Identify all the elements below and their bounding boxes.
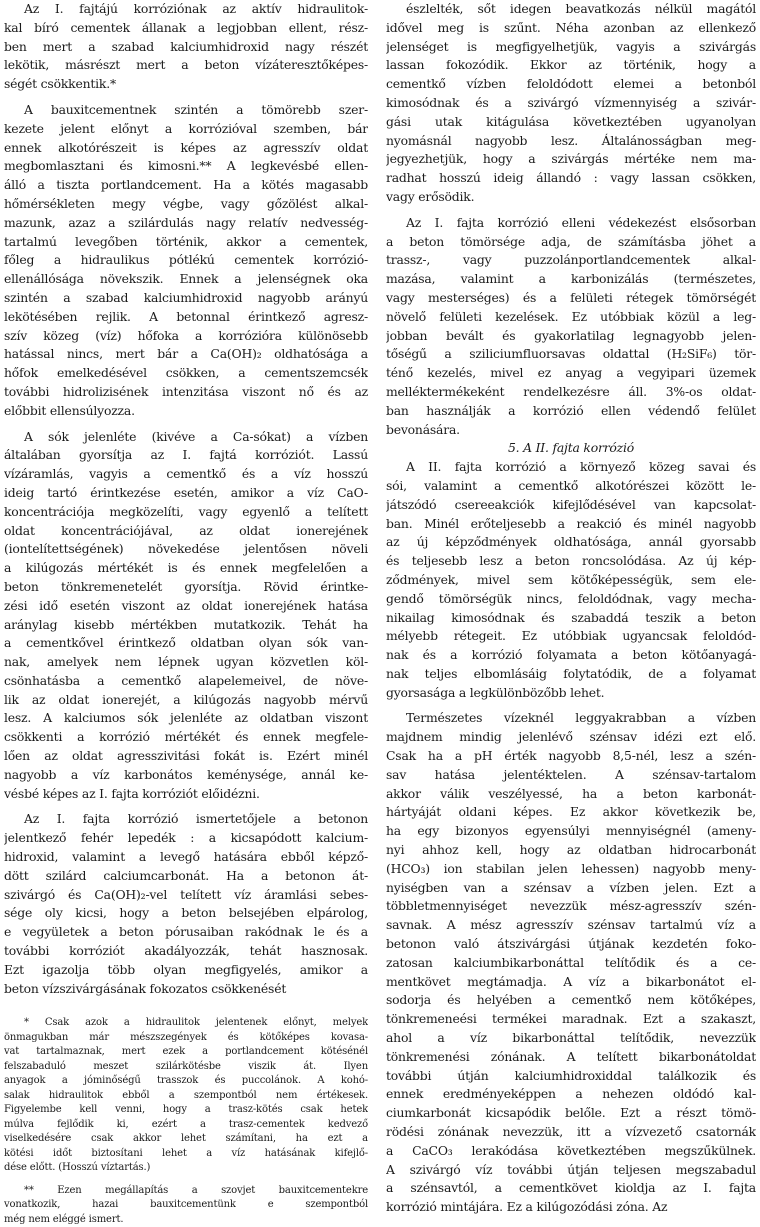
paragraph-line: majdnem mindig jelenlévő szénsav idézi ezt elő. (386, 729, 756, 745)
paragraph-line: nikailag kimosódnak és szabaddá teszik a beton (386, 609, 756, 625)
paragraph-line: és teljesebb lesz a beton roncsolódása. Az új kép- (386, 553, 756, 569)
paragraph-line: mentkövet megtámadja. A víz a bikarbonátot el- (386, 973, 756, 989)
paragraph-line: ha egy bizonyos egyensúlyi mennyiségnél (ameny- (386, 823, 756, 839)
paragraph-line: többletmennyiséget nevezzük mész-agresszív szén- (386, 898, 756, 914)
paragraph-line: oldat koncentrációjával, az oldat ionerejének (4, 522, 368, 538)
paragraph-line: ahol a víz bikarbonáttal telítődik, nevezzük (386, 1030, 756, 1046)
footnote-line: dése előtt. (Hosszú víztartás.) (4, 1162, 151, 1174)
footnote-line: vonatkozik, hazai bauxitcementünk e szempontból (4, 1199, 368, 1211)
paragraph-line: szivárgó és Ca(OH)₂-vel telített víz áramlási sebes- (4, 886, 368, 902)
footnote-line: még nem eléggé ismert. (4, 1213, 124, 1225)
paragraph-line: mélyebb rétegeit. Ez utóbbiak ugyancsak feloldód- (386, 628, 756, 644)
paragraph-line: Az I. fajta korrózió ismertetőjele a betonon (24, 811, 368, 827)
footnotes (4, 1016, 368, 1227)
paragraph-line: nyiségben van a szénsav a vízben jelen. Ezt a (386, 879, 756, 895)
paragraph-line: hatással nincs, mert bár a Ca(OH)₂ oldhatósága a (4, 346, 368, 362)
footnote-line: salak hidraulitok ebből a szempontból nem értékesek. (4, 1089, 368, 1101)
paragraph-line: ciumkarbonát kicsapódik belőle. Ezt a részt tömö- (386, 1105, 756, 1121)
paragraph-line: ben mert a szabad kalciumhidroxid nagy részét (4, 38, 368, 54)
paragraph-line: cementkő vízben feloldódott elemei a betonból (386, 76, 756, 92)
paragraph-gap (4, 421, 368, 428)
paragraph-line: koncentrációja megközelíti, vagy egyenlő a telített (4, 503, 368, 519)
footnote-line: ** Ezen megállapítás a szovjet bauxitcementekre (24, 1184, 368, 1196)
paragraph-line: hártyáját oldani képes. Ez akkor következik be, (386, 804, 756, 820)
footnote-line: vat tartalmaznak, mert ezek a portlandcement kötésénél (4, 1046, 368, 1058)
paragraph-line: vésbé képes az I. fajta korróziót előidézni. (4, 785, 260, 801)
paragraph-line: idővel meg is szűnt. Néha azonban az ellenkező (386, 19, 756, 35)
footnote-line: Figyelembe kell venni, hogy a trasz-kötés csak hetek (4, 1104, 368, 1116)
paragraph-line: savnak. A mész agresszív szénsav tartalmú víz a (386, 917, 756, 933)
footnote-gap (4, 1176, 368, 1184)
right-body-text-top (386, 0, 756, 439)
paragraph-line: ban. Minél erőteljesebb a reakció és minél nagyobb (386, 515, 756, 531)
paragraph-line: zési idő esetén viszont az oldat ionerejének hatása (4, 597, 368, 613)
paragraph-line: szív közeg (víz) hőfoka a korrózióra különösebb (4, 327, 368, 343)
paragraph-line: ennek eredményeképpen a nehezen oldódó kal- (386, 1086, 756, 1102)
paragraph-line: Az I. fajtájú korróziónak az aktív hidraulitok- (24, 1, 368, 16)
paragraph-line: lekötik, másrészt mert a beton vízáteresztőképes- (4, 57, 368, 73)
paragraph-line: az új képződmények oldhatósága, annál gyorsabb (386, 534, 756, 550)
paragraph-line: észlelték, sőt idegen beavatkozás nélkül magától (406, 1, 756, 16)
footnote-line: múlva fejlődik ki, ezért a trasz-cementek kedvező (4, 1118, 368, 1130)
paragraph-line: jobban bevált és gyakorlatilag legnagyobb jelen- (386, 327, 756, 343)
paragraph-line: növelő felületi kezelések. Ez utóbbiak közül a leg- (386, 308, 756, 324)
paragraph-line: rödési zónának nevezzük, itt a vízvezető csatornák (386, 1124, 756, 1140)
paragraph-line: hőmérsékleten megy végbe, vagy gőzölést alkal- (4, 195, 368, 211)
paragraph-gap (4, 94, 368, 101)
footnote-line: * Csak azok a hidraulitok jelentenek előnyt, melyek (24, 1017, 368, 1029)
paragraph-line: A sók jelenléte (kivéve a Ca-sókat) a vízben (24, 428, 368, 444)
paragraph-line: a szénsavtól, a cementkövet kioldja az I. fajta (386, 1180, 756, 1196)
paragraph-line: a cementkővel érintkező oldatban olyan sók van- (4, 635, 368, 651)
left-column (4, 0, 368, 1227)
paragraph-line: további korróziót akadályozzák, tehát hasznosak. (4, 943, 368, 959)
paragraph-line: tönkremeneési termékei maradnak. Ezt a szakaszt, (386, 1011, 756, 1027)
paragraph-line: nagyobb a víz karbonátos keménysége, annál ke- (4, 766, 368, 782)
paragraph-line: (HCO₃) ion stabilan jelen lehessen) nagyobb meny- (386, 860, 756, 876)
paragraph-line: nak, amelyek nem lépnek ugyan közvetlen köl- (4, 654, 368, 670)
paragraph-line: e vegyületek a beton pórusaiban rakódnak le és a (4, 924, 368, 940)
paragraph-line: A II. fajta korrózió a környező közeg savai és (406, 459, 756, 475)
paragraph-gap (386, 207, 756, 214)
footnote-line: önmagukban már mészszegények és kötőképes kovasa- (4, 1031, 368, 1043)
paragraph-line: ténő kezelés, mivel ez anyag a vegyipari üzemek (386, 365, 756, 381)
paragraph-line: (iontelítettségének) növekedése jelentősen növeli (4, 541, 368, 557)
paragraph-line: hidroxid, valamint a levegő hatására ebből képző- (4, 849, 368, 865)
paragraph-line: csönhatásba a cementkő alapelemeivel, de növe- (4, 672, 368, 688)
paragraph-gap (4, 803, 368, 810)
paragraph-line: beton tönkremenetelét gyorsítja. Rövid érintke- (4, 578, 368, 594)
paragraph-line: lően az oldat agresszivitási fokát is. Ezért minél (4, 748, 368, 764)
paragraph-line: vagy erősödik. (386, 188, 475, 204)
paragraph-line: nyomásnál nagyobb lesz. Általánosságban meg- (386, 132, 756, 148)
paragraph-line: a CaCO₃ lerakódása következtében megszűkülnek. (386, 1142, 756, 1158)
paragraph-line: szintén a szabad kalciumhidroxid nagyobb arányú (4, 289, 368, 305)
paragraph-line: dött szilárd calciumcarbonát. Ha a betonon át- (4, 867, 368, 883)
paragraph-line: sav hatása jelentéktelen. A szénsav-tartalom (386, 766, 756, 782)
paragraph-line: bevonására. (386, 421, 460, 437)
paragraph-line: jelentkező fehér lepedék : a kicsapódott kalcium- (4, 830, 368, 846)
paragraph-line: gási utak kitágulása következtében ugyanolyan (386, 113, 756, 129)
paragraph-line: nak és a korrózió folyamata a beton kötőanyagá- (386, 647, 756, 663)
paragraph-line: kimosódnak és a szivárgó vízmennyiség a szivár- (386, 94, 756, 110)
paragraph-line: játszódó csereeakciók kifejlődésével van kapcsolat- (386, 496, 756, 512)
paragraph-line: főleg a hidraulikus pótlékú cementek korrózió- (4, 252, 368, 268)
paragraph-line: lesz. A kalciumos sók jelenléte az oldatban viszont (4, 710, 368, 726)
section-heading: 5. A II. fajta korrózió (507, 440, 635, 456)
right-column (386, 0, 756, 1217)
paragraph-line: A szivárgó víz további útján teljesen megszabadul (386, 1161, 756, 1177)
footnote-line: viselkedésére csak akkor lehet számítani, ha ezt a (4, 1133, 368, 1145)
paragraph-line: vízáramlás, vagyis a cementkő és a víz hosszú (4, 466, 368, 482)
paragraph-line: beton vízszivárgásának fokozatos csökkenését (4, 980, 287, 996)
paragraph-line: előbbit ellensúlyozza. (4, 402, 135, 418)
footnote-line: felszabaduló meszet szilárkötésbe viszik át. Ilyen (4, 1060, 368, 1072)
paragraph-line: vagy mesterséges) és a felületi rétegek tömörségét (386, 289, 756, 305)
paragraph-line: a kilúgozás mértékét is és ennek megfelelően a (4, 560, 368, 576)
left-body-text (4, 0, 368, 998)
paragraph-gap (386, 702, 756, 709)
paragraph-line: további útján kalciumhidroxiddal találkozik és (386, 1067, 756, 1083)
paragraph-line: jelenséget is megfigyelhetjük, vagyis a szivárgás (386, 38, 756, 54)
paragraph-line: Csak ha a pH érték nagyobb 8,5-nél, lesz a szén- (386, 748, 756, 764)
footnote-line: anyagok a jóminőségű trasszok és puccolánok. A kohó- (4, 1075, 368, 1087)
paragraph-line: gendő tömörségük nincs, feloldódnak, vagy mecha- (386, 590, 756, 606)
paragraph-line: Az I. fajta korrózió elleni védekezést elsősorban (406, 214, 756, 230)
paragraph-line: mazunk, azaz a szilárdulás nagy relatív nedvesség- (4, 214, 368, 230)
paragraph-line: ződmények, mivel sem kötőképességük, sem ele- (386, 571, 756, 587)
paragraph-line: ban használják a korrózió ellen védendő felület (386, 402, 756, 418)
paragraph-line: sége oly kicsi, hogy a beton belsejében elpárolog, (4, 905, 368, 921)
paragraph-line: további hidrolizisének intenzitása viszont nő és az (4, 383, 368, 399)
paragraph-line: lassan fokozódik. Ekkor az történik, hogy a (386, 57, 756, 73)
paragraph-line: hőfok emelkedésével csökken, a cementszemcsék (4, 365, 368, 381)
paragraph-line: ellenállósága növekszik. Ennek a jelenségnek oka (4, 271, 368, 287)
paragraph-line: lekötésében rejlik. A betonnal érintkező agresz- (4, 308, 368, 324)
paragraph-line: radhat hosszú ideig állandó : vagy lassan csökken, (386, 170, 756, 186)
paragraph-line: tartalmú levegőben történik, akkor a cementek, (4, 233, 368, 249)
paragraph-line: általában gyorsítja az I. fajtá korróziót. Lassú (4, 447, 368, 463)
paragraph-line: betonon való átszivárgási útjának kezdetén foko- (386, 936, 756, 952)
paragraph-line: ségét csökkentik.* (4, 76, 116, 92)
paragraph-line: nak teljes elbomlásáig folytatódik, de a folyamat (386, 665, 756, 681)
paragraph-line: korrózió mintájára. Ez a kilúgozódási zóna. Az (386, 1199, 668, 1215)
paragraph-line: akkor válik veszélyessé, ha a beton karbonát- (386, 785, 756, 801)
paragraph-line: a beton tömörsége adja, de számításba jöhet a (386, 233, 756, 249)
paragraph-line: aránylag kisebb mértékben mutatkozik. Tehát ha (4, 616, 368, 632)
paragraph-line: megbomlasztani és kimosni.** A legkevésbé ellen- (4, 158, 368, 174)
paragraph-line: kezete jelent előnyt a korrózióval szemben, bár (4, 120, 368, 136)
paragraph-line: zatosan kalciumbikarbonáttal telítődik és a ce- (386, 954, 756, 970)
paragraph-line: kal bíró cementek állanak a legjobban ellent, rész- (4, 19, 368, 35)
paragraph-line: tőségű a sziliciumfluorsavas oldattal (H₂SiF₆) tör- (386, 346, 756, 362)
paragraph-line: A bauxitcementnek szintén a tömörebb szer- (24, 101, 368, 117)
paragraph-line: álló a tiszta portlandcement. Ha a kötés magasabb (4, 177, 368, 193)
paragraph-line: ideig tartó érintkezése esetén, amikor a víz CaO- (4, 484, 368, 500)
paragraph-line: csökkenti a korrózió mértékét és ennek megfele- (4, 729, 368, 745)
paragraph-line: gyorsasága a legkülönbözőbb lehet. (386, 684, 605, 700)
paragraph-line: melléktermékeként rendelkezésre áll. 3%-os oldat- (386, 383, 756, 399)
paragraph-line: lik az oldat ionerejét, a kilúgozás nagyobb mérvű (4, 691, 368, 707)
paragraph-line: Ezt igazolja több olyan megfigyelés, amikor a (4, 961, 368, 977)
paragraph-line: trassz-, vagy puzzolánportlandcementek alkal- (386, 252, 756, 268)
paragraph-line: mazása, valamint a karbonizálás (természetes, (386, 271, 756, 287)
right-body-text-bottom (386, 458, 756, 1217)
footnote-line: kötési időt biztosítani lehet a víz hatásának kifejlő- (4, 1147, 368, 1159)
paragraph-line: Természetes vízeknél leggyakrabban a vízben (406, 710, 756, 726)
paragraph-line: jegyezhetjük, hogy a szivárgás mértéke nem ma- (386, 151, 756, 167)
paragraph-line: tönkremenési zónának. A telített bikarbonátoldat (386, 1048, 756, 1064)
paragraph-line: ennek alkotórészeit is képes az agresszív oldat (4, 139, 368, 155)
paragraph-line: sodorja és helyében a cementkő nem kötőképes, (386, 992, 756, 1008)
paragraph-line: sói, valamint a cementkő alkotórészei között le- (386, 477, 756, 493)
paragraph-line: nyi ahhoz kell, hogy az oldatban hidrocarbonát (386, 842, 756, 858)
